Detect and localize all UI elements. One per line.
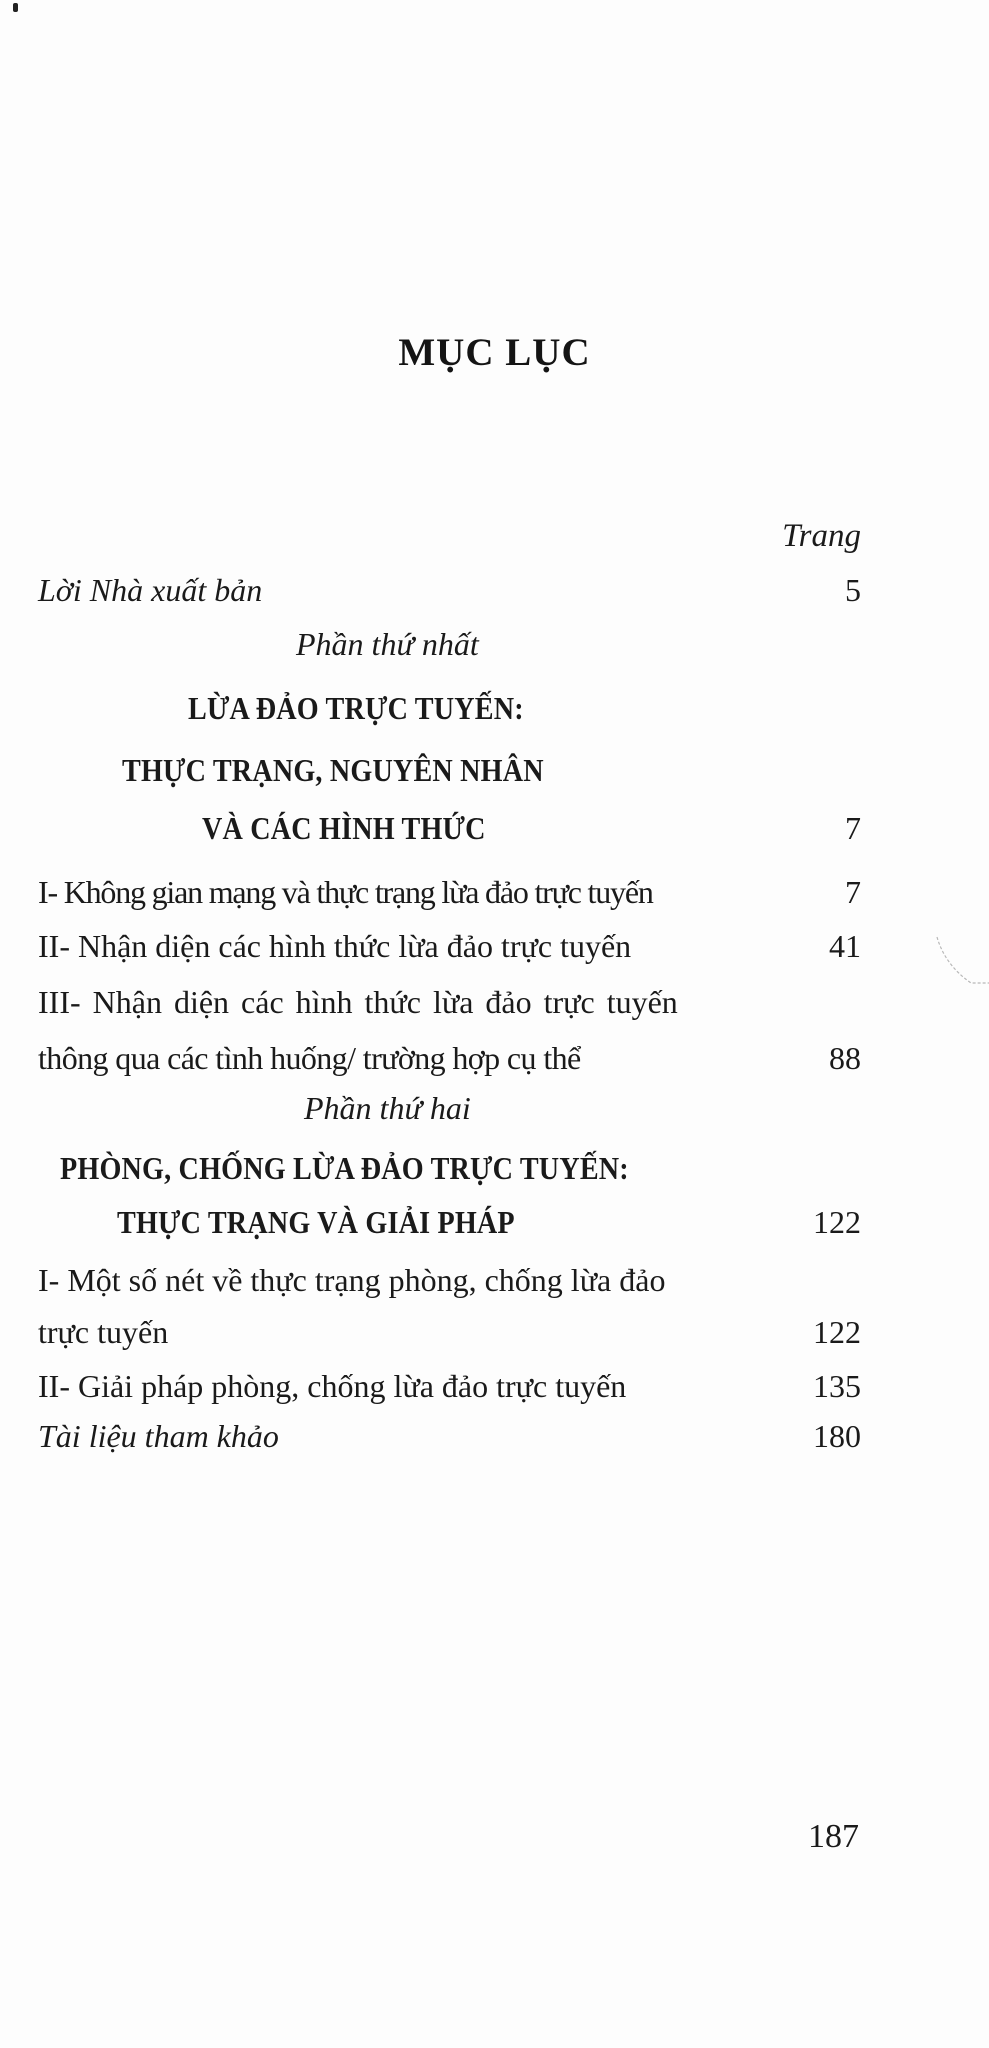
toc-entry-label: Lời Nhà xuất bản (38, 572, 263, 608)
part2-label: Phần thứ hai (304, 1090, 471, 1126)
toc-entry-label: III- Nhận diện các hình thức lừa đảo trực tuyến (38, 984, 678, 1020)
part2-heading-line: THỰC TRẠNG VÀ GIẢI PHÁP (117, 1204, 515, 1240)
toc-entry-page: 135 (813, 1368, 861, 1404)
part1-label: Phần thứ nhất (296, 626, 479, 662)
page-crease-mark (935, 935, 975, 985)
part2-page: 122 (813, 1204, 861, 1240)
toc-entry-label: II- Nhận diện các hình thức lừa đảo trực tuyến (38, 928, 632, 964)
toc-entry-page: 7 (845, 874, 861, 910)
toc-entry-label: I- Một số nét về thực trạng phòng, chống lừa đảo (38, 1262, 666, 1298)
toc-entry-page: 122 (813, 1314, 861, 1350)
part2-heading-line: PHÒNG, CHỐNG LỪA ĐẢO TRỰC TUYẾN: (60, 1150, 629, 1186)
toc-entry-label-continued: thông qua các tình huống/ trường hợp cụ thể (38, 1040, 581, 1076)
part1-heading-line: VÀ CÁC HÌNH THỨC (202, 810, 486, 846)
toc-entry-page: 180 (813, 1418, 861, 1454)
page-title: MỤC LỤC (398, 331, 591, 374)
toc-entry-label: Tài liệu tham khảo (38, 1418, 279, 1454)
page-number: 187 (808, 1818, 859, 1855)
toc-entry-label: II- Giải pháp phòng, chống lừa đảo trực tuyến (38, 1368, 627, 1404)
part1-page: 7 (845, 810, 861, 846)
toc-entry-page: 88 (829, 1040, 861, 1076)
scan-speck (13, 3, 18, 12)
part1-heading-line: LỪA ĐẢO TRỰC TUYẾN: (188, 690, 524, 726)
toc-entry-label: I- Không gian mạng và thực trạng lừa đảo trực tuyến (38, 874, 653, 910)
part1-heading-line: THỰC TRẠNG, NGUYÊN NHÂN (122, 752, 544, 788)
toc-entry-page: 41 (829, 928, 861, 964)
page-column-header: Trang (782, 518, 861, 554)
toc-entry-label-continued: trực tuyến (38, 1314, 169, 1350)
toc-entry-page: 5 (845, 572, 861, 608)
